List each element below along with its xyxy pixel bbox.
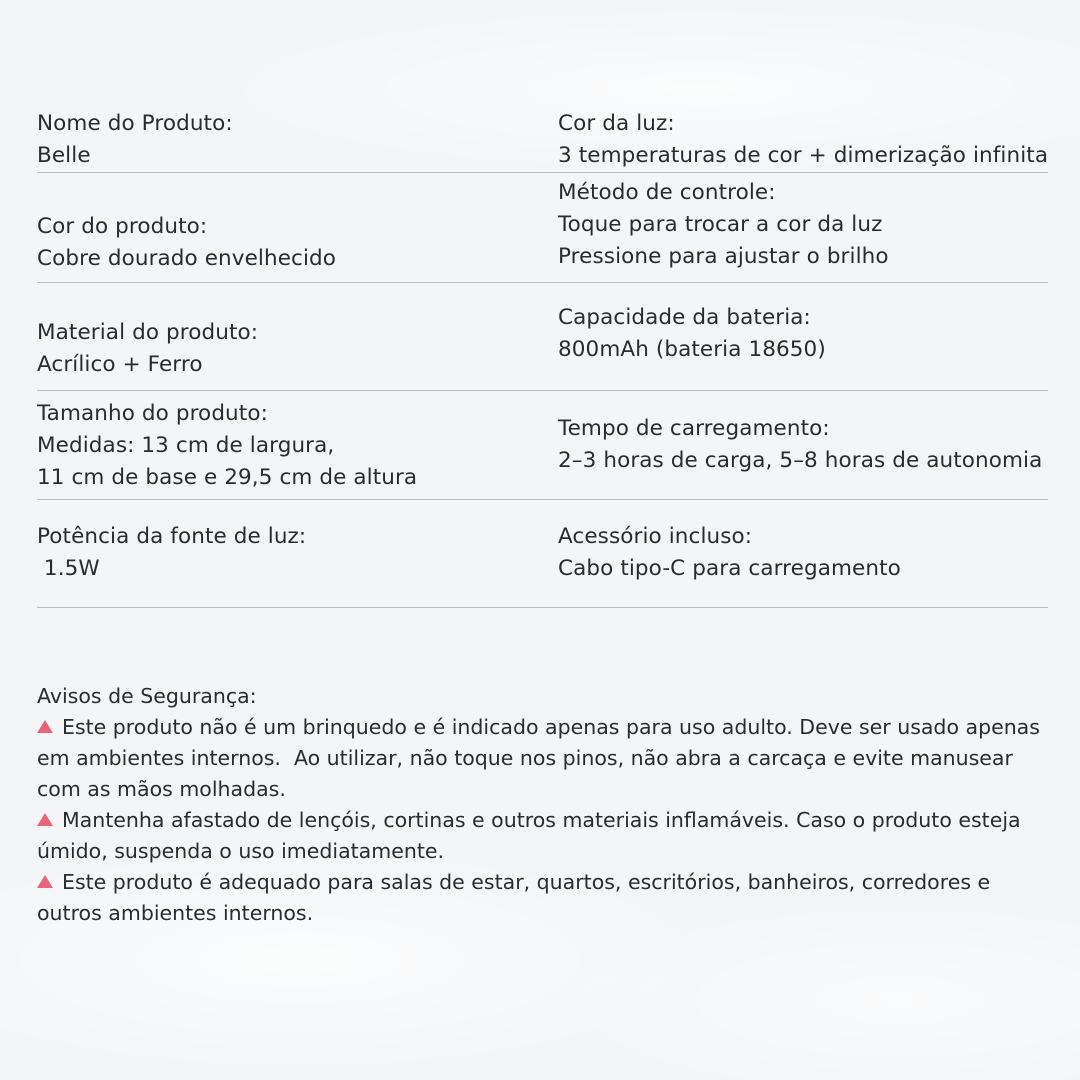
spec-cell-battery-capacity bbox=[558, 302, 1053, 366]
safety-item bbox=[37, 712, 1048, 805]
spec-value: 3 temperaturas de cor + dimerização infinita bbox=[558, 143, 1049, 168]
warning-triangle-icon bbox=[37, 813, 53, 826]
spec-row bbox=[37, 391, 1048, 500]
safety-item bbox=[37, 867, 1048, 929]
safety-item-text: Este produto é adequado para salas de estar, quartos, escritórios, banheiros, corredores e outros ambientes internos. bbox=[37, 870, 991, 925]
spec-label: Capacidade da bateria: bbox=[558, 305, 811, 330]
spec-label: Potência da fonte de luz: bbox=[37, 524, 307, 549]
spec-label: Material do produto: bbox=[37, 320, 259, 345]
spec-value: 800mAh (bateria 18650) bbox=[558, 337, 826, 362]
spec-label: Tempo de carregamento: bbox=[558, 416, 830, 441]
spec-value: 1.5W bbox=[37, 556, 100, 581]
warning-triangle-icon bbox=[37, 875, 53, 888]
spec-label: Acessório incluso: bbox=[558, 524, 753, 549]
spec-label: Nome do Produto: bbox=[37, 111, 233, 136]
spec-cell-material bbox=[37, 317, 537, 381]
spec-value: Medidas: 13 cm de largura, bbox=[37, 433, 335, 458]
spec-cell-control-method bbox=[558, 177, 1053, 273]
spec-row bbox=[37, 500, 1048, 608]
spec-cell-light-color bbox=[558, 108, 1053, 172]
spec-row bbox=[37, 283, 1048, 391]
spec-value: Cobre dourado envelhecido bbox=[37, 246, 337, 271]
safety-item bbox=[37, 805, 1048, 867]
spec-cell-charging-time bbox=[558, 413, 1053, 477]
spec-cell-accessory bbox=[558, 521, 1053, 585]
spec-label: Cor da luz: bbox=[558, 111, 675, 136]
spec-cell-power bbox=[37, 521, 537, 585]
spec-row bbox=[37, 95, 1048, 173]
safety-item-text: Mantenha afastado de lençóis, cortinas e outros materiais inflamáveis. Caso o produto esteja úmido, suspenda o uso imediatamente. bbox=[37, 808, 1021, 863]
spec-table bbox=[37, 95, 1048, 608]
spec-value: 11 cm de base e 29,5 cm de altura bbox=[37, 465, 418, 490]
spec-cell-product-name bbox=[37, 108, 537, 172]
spec-value: Pressione para ajustar o brilho bbox=[558, 244, 889, 269]
safety-title: Avisos de Segurança: bbox=[37, 684, 257, 708]
spec-value: Acrílico + Ferro bbox=[37, 352, 203, 377]
spec-row bbox=[37, 173, 1048, 283]
spec-cell-product-color bbox=[37, 211, 537, 275]
spec-value: Toque para trocar a cor da luz bbox=[558, 212, 883, 237]
spec-value: Cabo tipo-C para carregamento bbox=[558, 556, 901, 581]
spec-value: 2–3 horas de carga, 5–8 horas de autonomia bbox=[558, 448, 1043, 473]
spec-cell-size bbox=[37, 398, 537, 494]
spec-label: Método de controle: bbox=[558, 180, 776, 205]
spec-value: Belle bbox=[37, 143, 91, 168]
spec-label: Tamanho do produto: bbox=[37, 401, 268, 426]
safety-item-text: Este produto não é um brinquedo e é indicado apenas para uso adulto. Deve ser usado apenas em ambientes internos. Ao utilizar, não toque nos pinos, não abra a carcaça e evite manusear com as mãos molhadas. bbox=[37, 715, 1047, 801]
warning-triangle-icon bbox=[37, 720, 53, 733]
spec-label: Cor do produto: bbox=[37, 214, 208, 239]
safety-warnings bbox=[37, 681, 1048, 929]
